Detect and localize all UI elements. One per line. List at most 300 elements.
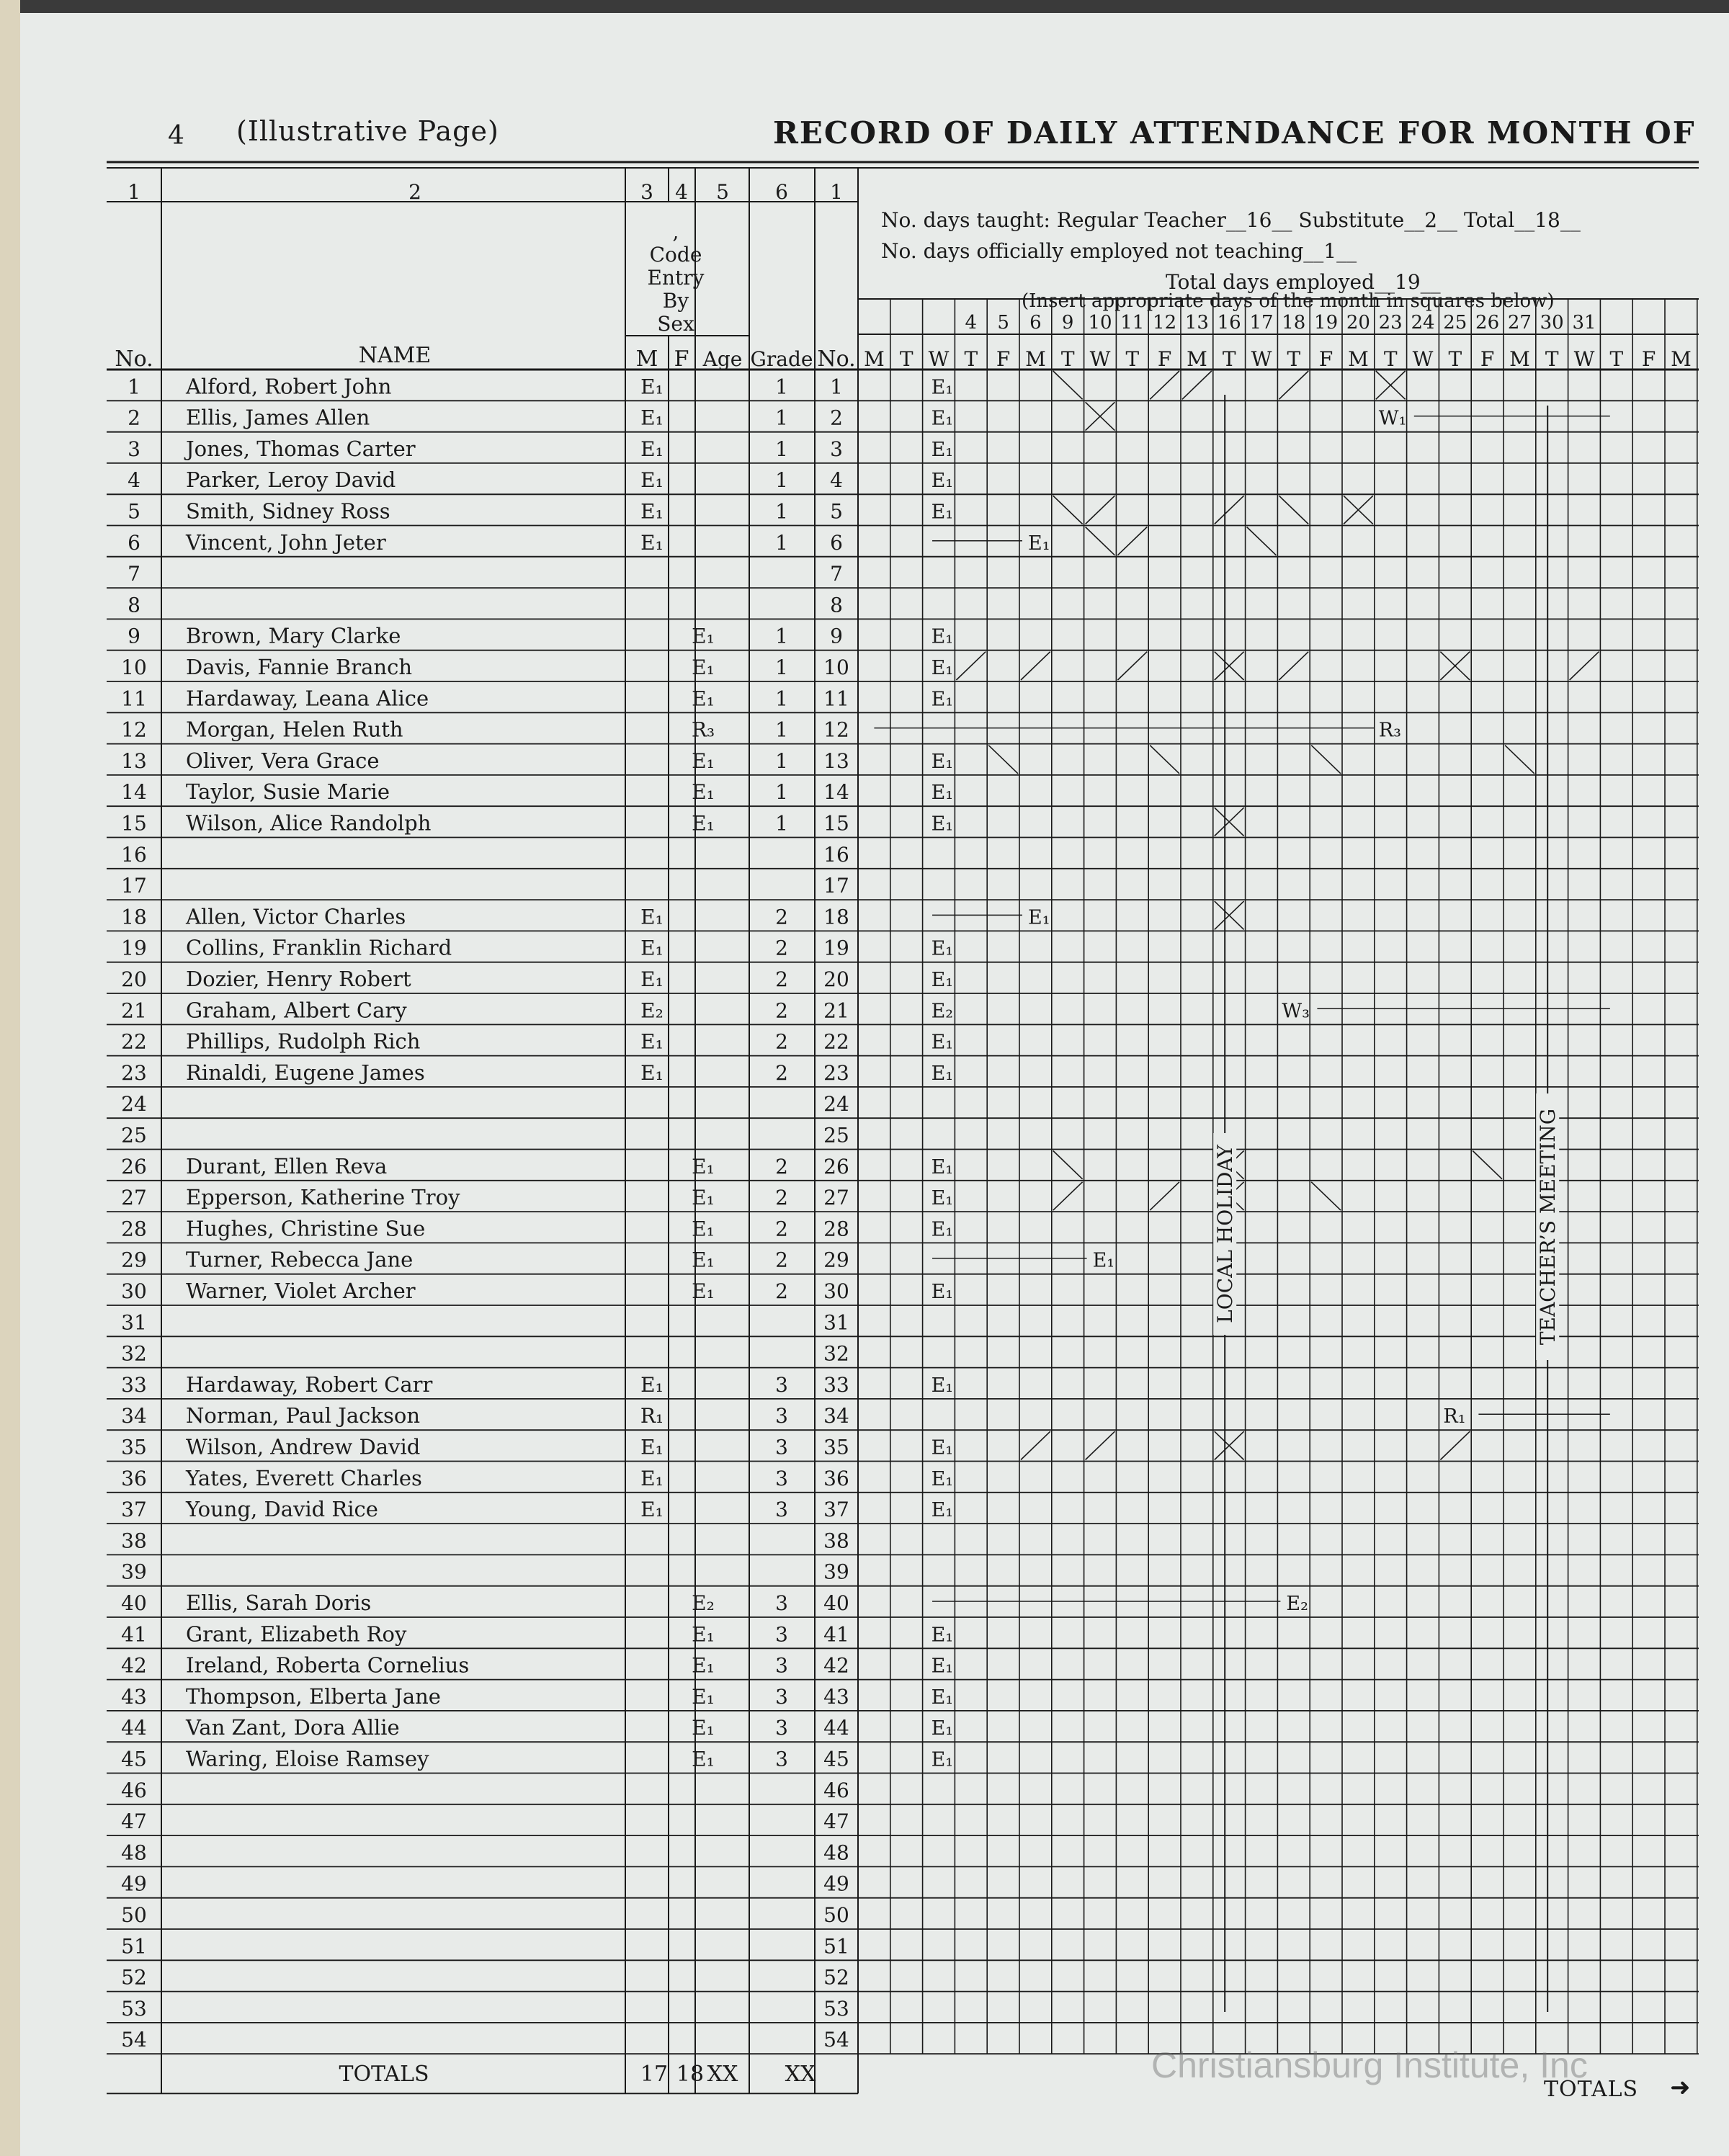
day-number: 17 <box>1249 312 1274 334</box>
student-name: Hughes, Christine Sue <box>186 1216 426 1241</box>
grade-value: 2 <box>775 998 788 1023</box>
student-name: Epperson, Katherine Troy <box>186 1185 460 1210</box>
entry-code: E₁ <box>931 1467 954 1490</box>
student-name: Durant, Ellen Reva <box>186 1153 388 1178</box>
row-number: 7 <box>128 562 140 586</box>
student-name: Alford, Robert John <box>186 374 392 399</box>
grade-value: 3 <box>775 1435 788 1459</box>
entry-code: E₁ <box>1092 1249 1115 1272</box>
weekday-label: T <box>1545 347 1559 371</box>
absence-slash <box>1117 527 1147 555</box>
row-number: 35 <box>121 1435 147 1459</box>
sex-code-f: E₁ <box>692 1248 715 1272</box>
weekday-label: T <box>899 347 913 371</box>
row-number-right: 23 <box>823 1060 849 1085</box>
sex-code-m: R₁ <box>640 1404 664 1428</box>
row-number-right: 18 <box>823 905 849 929</box>
weekday-label: F <box>1641 347 1656 371</box>
absence-slash <box>1570 652 1599 680</box>
absence-slash <box>1279 371 1308 399</box>
sex-code-m: E₁ <box>640 936 664 960</box>
absence-slash <box>1086 1431 1115 1459</box>
row-number-right: 33 <box>823 1372 849 1397</box>
row-number-right: 8 <box>830 593 843 617</box>
day-number: 12 <box>1153 312 1177 334</box>
entry-code: E₁ <box>931 937 954 960</box>
f-total: 18 <box>676 2062 705 2088</box>
absence-slash <box>1053 371 1083 399</box>
sex-code-m: E₁ <box>640 1029 664 1054</box>
row-number: 31 <box>121 1310 147 1335</box>
absence-slash <box>1021 1431 1050 1459</box>
withdrawal-code: W₃ <box>1282 1000 1310 1023</box>
row-number-right: 54 <box>823 2028 849 2052</box>
student-name: Young, David Rice <box>186 1497 378 1522</box>
row-number: 37 <box>121 1498 147 1522</box>
entry-code: E₁ <box>931 407 954 430</box>
grade-value: 3 <box>775 1466 788 1490</box>
student-name: Yates, Everett Charles <box>186 1465 422 1490</box>
row-number-right: 12 <box>823 717 849 742</box>
row-number: 2 <box>128 406 140 430</box>
sex-code-f: E₁ <box>692 686 715 711</box>
sex-code-f: E₁ <box>692 1154 715 1178</box>
grade-value: 2 <box>775 1154 788 1178</box>
day-number: 5 <box>997 312 1009 334</box>
entry-code: E₁ <box>931 1655 954 1678</box>
row-number-right: 11 <box>823 686 849 711</box>
row-number: 5 <box>128 499 140 524</box>
sex-code-m: E₁ <box>640 499 664 524</box>
day-number: 10 <box>1088 312 1112 334</box>
m-total: 17 <box>640 2062 669 2088</box>
entry-code: E₁ <box>931 1748 954 1771</box>
absence-slash <box>1215 496 1244 524</box>
student-name: Thompson, Elberta Jane <box>186 1683 441 1709</box>
sex-code-m: E₂ <box>640 998 664 1023</box>
sex-code-f: E₁ <box>692 1622 715 1647</box>
day-number: 24 <box>1411 312 1435 334</box>
grade-value: 1 <box>775 406 788 430</box>
absence-slash <box>1279 652 1308 680</box>
entry-code: E₁ <box>931 657 954 679</box>
absence-slash <box>1247 527 1277 555</box>
sex-code-f: E₁ <box>692 1653 715 1678</box>
absence-slash <box>1150 371 1179 399</box>
row-number-right: 41 <box>823 1622 849 1647</box>
row-number-right: 1 <box>830 375 843 399</box>
row-number-right: 47 <box>823 1810 849 1834</box>
row-number: 39 <box>121 1560 147 1584</box>
page-edge <box>0 0 20 2156</box>
weekday-label: M <box>1348 347 1369 371</box>
entry-code: E₁ <box>931 1281 954 1303</box>
row-number-right: 43 <box>823 1684 849 1709</box>
row-number: 6 <box>128 530 140 555</box>
grade-value: 3 <box>775 1591 788 1615</box>
sex-code-m: E₁ <box>640 1466 664 1490</box>
grade-value: 1 <box>775 780 788 805</box>
student-name: Ellis, Sarah Doris <box>186 1591 372 1615</box>
row-number: 50 <box>121 1903 147 1927</box>
absence-slash <box>1311 1182 1341 1210</box>
age-total: XX <box>707 2062 738 2088</box>
m-header: M <box>635 346 658 372</box>
absence-slash <box>1086 527 1115 555</box>
row-number-right: 16 <box>823 842 849 867</box>
row-number-right: 42 <box>823 1653 849 1678</box>
sex-code-m: E₁ <box>640 530 664 555</box>
weekday-label: W <box>1573 347 1595 371</box>
entry-code: E₁ <box>931 750 954 773</box>
row-number-right: 46 <box>823 1778 849 1802</box>
grade-value: 3 <box>775 1622 788 1647</box>
row-number-right: 26 <box>823 1154 849 1178</box>
watermark: Christiansburg Institute, Inc <box>1151 2045 1588 2085</box>
absence-slash <box>1150 746 1179 774</box>
row-number-right: 2 <box>830 406 843 430</box>
sex-code-m: E₁ <box>640 967 664 991</box>
row-number: 53 <box>121 1996 147 2021</box>
entry-code: E₁ <box>931 1218 954 1241</box>
entry-code: E₁ <box>1028 906 1050 929</box>
row-number: 25 <box>121 1123 147 1148</box>
student-name: Parker, Leroy David <box>186 468 396 493</box>
sex-code-m: E₁ <box>640 1498 664 1522</box>
totals-label-right: TOTALS <box>1544 2077 1639 2102</box>
weekday-label: W <box>1251 347 1272 371</box>
absence-slash <box>1150 1182 1179 1210</box>
teachers-meeting-label: TEACHER’S MEETING <box>1536 1108 1560 1346</box>
entry-code: E₁ <box>931 1062 954 1085</box>
row-number: 20 <box>121 967 147 991</box>
student-name: Ellis, James Allen <box>186 405 370 430</box>
days-not-teaching-line: No. days officially employed not teaching__1__ <box>881 239 1357 263</box>
sex-code-f: E₂ <box>692 1591 715 1615</box>
row-number-right: 24 <box>823 1092 849 1117</box>
absence-slash <box>1505 746 1534 774</box>
absence-slash <box>988 746 1018 774</box>
student-name: Collins, Franklin Richard <box>186 935 452 960</box>
entry-code: E₁ <box>931 1686 954 1709</box>
weekday-label: W <box>1412 347 1434 371</box>
row-number-right: 9 <box>830 624 843 648</box>
grade-value: 3 <box>775 1404 788 1428</box>
grade-value: 2 <box>775 967 788 991</box>
grade-value: 2 <box>775 936 788 960</box>
weekday-label: T <box>1125 347 1140 371</box>
row-number: 45 <box>121 1747 147 1771</box>
grade-value: 3 <box>775 1653 788 1678</box>
day-number: 26 <box>1475 312 1500 334</box>
absence-slash <box>1053 1151 1083 1179</box>
column-number: 1 <box>128 180 140 204</box>
row-number: 23 <box>121 1060 147 1085</box>
absence-slash <box>1279 496 1308 524</box>
row-number-right: 44 <box>823 1716 849 1740</box>
absence-slash <box>1311 746 1341 774</box>
row-number: 42 <box>121 1653 147 1678</box>
absence-slash <box>956 652 986 680</box>
no2-header: No. <box>817 346 856 372</box>
student-name: Vincent, John Jeter <box>186 529 386 555</box>
student-name: Warner, Violet Archer <box>186 1279 416 1303</box>
row-number: 48 <box>121 1840 147 1865</box>
student-name: Oliver, Vera Grace <box>186 748 380 773</box>
row-number-right: 14 <box>823 780 849 805</box>
student-name: Taylor, Susie Marie <box>186 779 390 805</box>
row-number-right: 19 <box>823 936 849 960</box>
sex-code-m: E₁ <box>640 1060 664 1085</box>
student-rows <box>121 374 849 2087</box>
weekday-label: M <box>864 347 885 371</box>
row-number: 30 <box>121 1279 147 1303</box>
entry-code: E₁ <box>931 438 954 461</box>
student-name: Davis, Fannie Branch <box>186 655 413 679</box>
grade-value: 1 <box>775 686 788 711</box>
row-number: 1 <box>128 375 140 399</box>
row-number: 32 <box>121 1341 147 1366</box>
column-number: 4 <box>675 180 688 204</box>
attendance-sheet <box>20 13 1729 2156</box>
entry-code: E₂ <box>931 1000 954 1023</box>
weekday-label: F <box>1480 347 1495 371</box>
absence-slash <box>1053 1182 1083 1210</box>
row-number-right: 7 <box>830 562 843 586</box>
row-number-right: 20 <box>823 967 849 991</box>
sex-code-m: E₁ <box>640 1435 664 1459</box>
grade-value: 2 <box>775 1279 788 1303</box>
row-number: 19 <box>121 936 147 960</box>
weekday-label: T <box>1383 347 1398 371</box>
row-number: 40 <box>121 1591 147 1615</box>
row-number: 12 <box>121 717 147 742</box>
absence-slash <box>1182 371 1212 399</box>
student-name: Brown, Mary Clarke <box>186 623 401 648</box>
row-number-right: 10 <box>823 656 849 679</box>
day-number: 19 <box>1314 312 1339 334</box>
grade-value: 3 <box>775 1684 788 1709</box>
weekday-label: F <box>1318 347 1333 371</box>
totals-label: TOTALS <box>339 2062 429 2088</box>
grade-value: 1 <box>775 499 788 524</box>
row-number-right: 53 <box>823 1996 849 2021</box>
days-taught-line: No. days taught: Regular Teacher__16__ Substitute__2__ Total__18__ <box>881 208 1581 232</box>
sex-code-f: E₁ <box>692 1684 715 1709</box>
entry-code: E₁ <box>931 1499 954 1522</box>
row-number-right: 3 <box>830 437 843 461</box>
entry-code: E₁ <box>931 501 954 524</box>
student-name: Dozier, Henry Robert <box>186 967 411 991</box>
row-number: 11 <box>121 686 147 711</box>
sex-code-f: E₁ <box>692 811 715 836</box>
row-number-right: 6 <box>830 530 843 555</box>
student-name: Ireland, Roberta Cornelius <box>186 1652 470 1678</box>
grade-value: 1 <box>775 530 788 555</box>
entry-code: E₁ <box>931 1717 954 1740</box>
sex-code-f: E₁ <box>692 656 715 679</box>
code-entry-label: Entry <box>647 266 705 290</box>
column-number: 1 <box>830 180 843 204</box>
sex-code-f: E₁ <box>692 1716 715 1740</box>
entry-code: E₁ <box>931 1031 954 1054</box>
attendance-marks <box>874 371 1609 2012</box>
row-number: 33 <box>121 1372 147 1397</box>
grade-value: 1 <box>775 624 788 648</box>
row-number: 52 <box>121 1965 147 1990</box>
row-number: 44 <box>121 1716 147 1740</box>
day-number: 4 <box>965 312 978 334</box>
student-name: Rinaldi, Eugene James <box>186 1060 425 1085</box>
row-number: 21 <box>121 998 147 1023</box>
grade-value: 2 <box>775 1060 788 1085</box>
column-number: 2 <box>408 180 421 204</box>
page-title: RECORD OF DAILY ATTENDANCE FOR MONTH OF <box>773 115 1696 151</box>
row-number: 38 <box>121 1529 147 1553</box>
grade-value: 2 <box>775 1217 788 1241</box>
student-name: Wilson, Andrew David <box>186 1434 421 1459</box>
sex-code-m: E₁ <box>640 437 664 461</box>
absence-slash <box>1117 652 1147 680</box>
row-number-right: 29 <box>823 1248 849 1272</box>
row-number: 13 <box>121 748 147 773</box>
sex-code-f: R₃ <box>691 717 715 742</box>
absence-slash <box>1440 1431 1470 1459</box>
row-number: 34 <box>121 1404 147 1428</box>
grade-value: 3 <box>775 1372 788 1397</box>
row-number-right: 40 <box>823 1591 849 1615</box>
day-number: 13 <box>1184 312 1209 334</box>
row-number: 51 <box>121 1934 147 1959</box>
weekday-label: W <box>1089 347 1111 371</box>
row-number: 54 <box>121 2028 147 2052</box>
row-number-right: 4 <box>830 468 843 493</box>
day-number: 9 <box>1061 312 1074 334</box>
weekday-label: T <box>1448 347 1462 371</box>
entry-code: E₁ <box>931 470 954 493</box>
row-number: 15 <box>121 811 147 836</box>
row-number-right: 48 <box>823 1840 849 1865</box>
weekday-label: F <box>1157 347 1172 371</box>
name-header: NAME <box>358 343 432 368</box>
row-number-right: 25 <box>823 1123 849 1148</box>
weekday-label: T <box>1222 347 1236 371</box>
weekday-label: T <box>1287 347 1301 371</box>
code-entry-label: Code <box>649 243 702 267</box>
grade-value: 1 <box>775 437 788 461</box>
row-number-right: 45 <box>823 1747 849 1771</box>
column-number: 3 <box>640 180 653 204</box>
code-entry-label: Sex <box>657 312 694 336</box>
entry-code: E₁ <box>931 969 954 991</box>
absence-slash <box>1053 496 1083 524</box>
sex-code-f: E₁ <box>692 780 715 805</box>
student-name: Van Zant, Dora Allie <box>186 1715 400 1740</box>
entry-code: E₁ <box>931 1624 954 1647</box>
student-name: Norman, Paul Jackson <box>186 1403 421 1428</box>
row-number-right: 30 <box>823 1279 849 1303</box>
sex-code-f: E₁ <box>692 1186 715 1210</box>
withdrawal-code: W₁ <box>1378 407 1407 430</box>
row-number-right: 31 <box>823 1310 849 1335</box>
weekday-label: T <box>1060 347 1075 371</box>
row-number-right: 22 <box>823 1029 849 1054</box>
row-number-right: 15 <box>823 811 849 836</box>
row-number: 16 <box>121 842 147 867</box>
day-number: 30 <box>1540 312 1564 334</box>
sex-code-m: E₁ <box>640 468 664 493</box>
withdrawal-code: R₃ <box>1378 719 1401 742</box>
sex-code-m: E₁ <box>640 375 664 399</box>
student-name: Morgan, Helen Ruth <box>186 717 403 742</box>
row-number-right: 49 <box>823 1871 849 1896</box>
row-number: 49 <box>121 1871 147 1896</box>
code-entry-label: By <box>662 289 689 313</box>
row-number: 24 <box>121 1092 147 1117</box>
row-number-right: 28 <box>823 1217 849 1241</box>
student-name: Phillips, Rudolph Rich <box>186 1029 421 1054</box>
row-number-right: 35 <box>823 1435 849 1459</box>
entry-code: E₁ <box>931 1187 954 1210</box>
absence-slash <box>1021 652 1050 680</box>
student-name: Jones, Thomas Carter <box>186 436 416 461</box>
row-number: 22 <box>121 1029 147 1054</box>
row-number: 46 <box>121 1778 147 1802</box>
row-number-right: 32 <box>823 1341 849 1366</box>
row-number: 47 <box>121 1810 147 1834</box>
sex-code-f: E₁ <box>692 1217 715 1241</box>
student-name: Allen, Victor Charles <box>186 904 406 929</box>
day-number: 18 <box>1282 312 1306 334</box>
no-header: No. <box>115 346 153 372</box>
entry-code: E₁ <box>931 1374 954 1397</box>
absence-slash <box>1086 496 1115 524</box>
row-number-right: 39 <box>823 1560 849 1584</box>
row-number: 26 <box>121 1154 147 1178</box>
student-name: Hardaway, Leana Alice <box>186 686 429 711</box>
row-number: 43 <box>121 1684 147 1709</box>
sex-code-f: E₁ <box>692 1279 715 1303</box>
row-number: 17 <box>121 874 147 898</box>
row-number-right: 17 <box>823 874 849 898</box>
grade-value: 3 <box>775 1498 788 1522</box>
grade-value: 1 <box>775 717 788 742</box>
sex-code-f: E₁ <box>692 624 715 648</box>
day-number: 23 <box>1378 312 1403 334</box>
code-entry-label: , <box>672 220 679 243</box>
weekday-label: M <box>1509 347 1530 371</box>
grade-value: 3 <box>775 1716 788 1740</box>
sex-code-f: E₁ <box>692 748 715 773</box>
age-header: Age <box>702 347 743 371</box>
column-number: 6 <box>775 180 788 204</box>
page-number: 4 <box>168 121 184 151</box>
column-number: 5 <box>716 180 729 204</box>
student-name: Waring, Eloise Ramsey <box>186 1746 429 1771</box>
row-number: 41 <box>121 1622 147 1647</box>
days-employed-line: Total days employed__19__ <box>1166 270 1441 294</box>
row-number-right: 36 <box>823 1466 849 1490</box>
entry-code: E₁ <box>931 813 954 836</box>
entry-code: E₁ <box>931 1436 954 1459</box>
grade-value: 1 <box>775 375 788 399</box>
day-number: 20 <box>1346 312 1370 334</box>
grade-value: 1 <box>775 468 788 493</box>
row-number-right: 38 <box>823 1529 849 1553</box>
entry-code: E₁ <box>931 1155 954 1178</box>
f-header: F <box>674 346 689 372</box>
student-name: Hardaway, Robert Carr <box>186 1372 433 1397</box>
